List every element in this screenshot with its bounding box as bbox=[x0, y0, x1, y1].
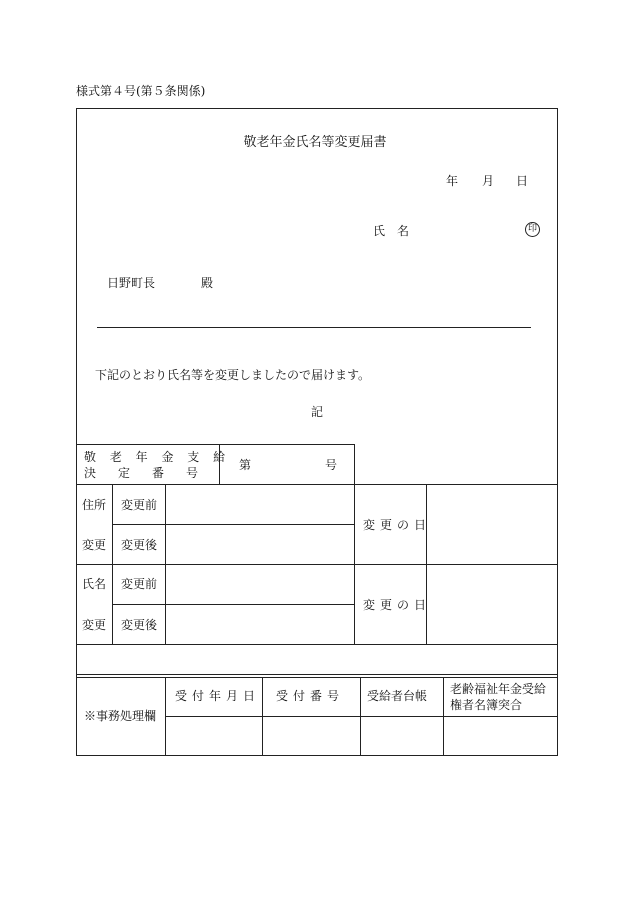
applicant-name-label: 氏 名 bbox=[373, 224, 410, 238]
office-col-roster-line2: 権者名簿突合 bbox=[450, 698, 523, 712]
ki-label: 記 bbox=[311, 405, 324, 419]
number-cell-right-line bbox=[354, 444, 355, 484]
pension-label-line1: 敬 老 年 金 支 給 bbox=[84, 450, 231, 464]
address-change-date-label: 変更の日 bbox=[363, 518, 432, 532]
seal-icon: 印 bbox=[525, 222, 540, 237]
office-col-reception-number: 受付番号 bbox=[276, 689, 345, 703]
table-line-644 bbox=[76, 644, 558, 645]
number-suffix: 号 bbox=[325, 458, 338, 472]
address-mid-line bbox=[112, 524, 355, 525]
office-top-line-2 bbox=[76, 677, 558, 678]
name-label-1: 氏名 bbox=[82, 577, 107, 591]
office-col-recipient-ledger: 受給者台帳 bbox=[367, 689, 428, 703]
addressee-underline bbox=[97, 327, 531, 328]
address-label-1: 住所 bbox=[82, 498, 107, 512]
statement-text: 下記のとおり氏名等を変更しましたので届けます。 bbox=[95, 368, 371, 382]
address-before-label: 変更前 bbox=[121, 498, 158, 512]
table-line-484 bbox=[76, 484, 558, 485]
form-title: 敬老年金氏名等変更届書 bbox=[243, 135, 387, 150]
address-after-label: 変更後 bbox=[121, 538, 158, 552]
office-mid-line bbox=[165, 716, 558, 717]
date-year-label: 年 bbox=[446, 174, 459, 188]
honorific: 殿 bbox=[201, 276, 214, 290]
number-prefix: 第 bbox=[239, 458, 252, 472]
name-label-2: 変更 bbox=[82, 618, 107, 632]
office-top-line-1 bbox=[76, 674, 558, 675]
name-change-date-label: 変更の日 bbox=[363, 598, 432, 612]
table-top-line bbox=[76, 444, 355, 445]
form-frame bbox=[76, 108, 558, 756]
addressee: 日野町長 bbox=[107, 276, 156, 290]
date-month-label: 月 bbox=[482, 174, 495, 188]
name-mid-line bbox=[112, 604, 355, 605]
office-col-roster-line1: 老齢福祉年金受給 bbox=[450, 682, 547, 696]
table-line-564 bbox=[76, 564, 558, 565]
date-day-label: 日 bbox=[516, 174, 529, 188]
office-col-reception-date: 受付年月日 bbox=[175, 689, 261, 703]
name-after-label: 変更後 bbox=[121, 618, 158, 632]
form-number-label: 様式第４号(第５条関係) bbox=[76, 84, 206, 98]
address-label-2: 変更 bbox=[82, 538, 107, 552]
office-label: ※事務処理欄 bbox=[84, 709, 157, 723]
pension-label-line2: 決 定 番 号 bbox=[84, 466, 204, 480]
name-before-label: 変更前 bbox=[121, 577, 158, 591]
